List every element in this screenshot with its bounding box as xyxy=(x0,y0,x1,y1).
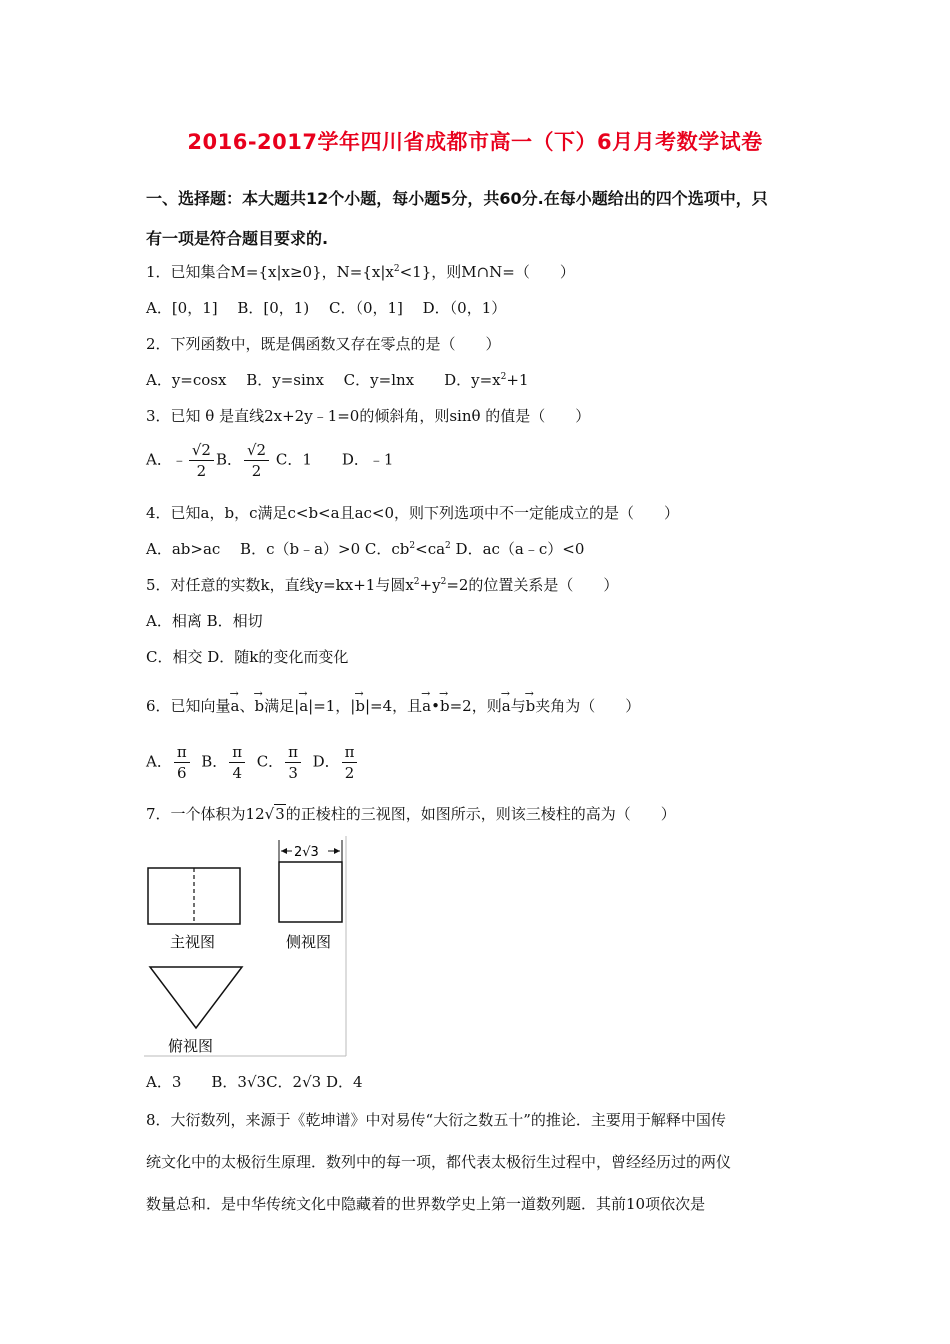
top-view-label: 俯视图 xyxy=(168,1037,214,1055)
q1-options: A．[0，1] B．[0，1) C．（0，1] D．（0，1） xyxy=(146,299,507,317)
side-view-dimension: 2√3 xyxy=(294,845,319,860)
q8-line3: 数量总和．是中华传统文化中隐藏着的世界数学史上第一道数列题．其前10项依次是 xyxy=(146,1195,706,1213)
q8-line2: 统文化中的太极衍生原理．数列中的每一项，都代表太极衍生过程中，曾经经历过的两仪 xyxy=(146,1153,732,1171)
q6-option-d: $\frac{\pi}{2}$ xyxy=(342,742,358,783)
q7-stem: 7．一个体积为12√3的正棱柱的三视图，如图所示，则该三棱柱的高为（ ） xyxy=(146,805,676,823)
front-view-label: 主视图 xyxy=(170,933,216,951)
q4-stem: 4．已知a，b，c满足c<b<a且ac<0，则下列选项中不一定能成立的是（ ） xyxy=(146,504,680,522)
q6-option-a: $\frac{\pi}{6}$ xyxy=(174,742,190,783)
q3-fraction-a: $\frac{√2}{2}$ xyxy=(189,440,214,481)
q7-options: A．3 B．3√3C．2√3 D．4 xyxy=(146,1073,363,1091)
three-view-figure xyxy=(140,834,354,1060)
q5-options-1: A．相离 B．相切 xyxy=(146,612,263,630)
q5-options-2: C．相交 D．随k的变化而变化 xyxy=(146,648,349,666)
q6-option-b: $\frac{\pi}{4}$ xyxy=(229,742,245,783)
q5-stem: 5．对任意的实数k，直线y=kx+1与圆$x^2+y^2=2$的位置关系是（ ） xyxy=(146,576,619,594)
q2-stem: 2．下列函数中，既是偶函数又存在零点的是（ ） xyxy=(146,335,501,353)
q2-options: A．y=cosx B．y=sinx C．y=lnx D．$y=x^2+1$ xyxy=(146,371,529,389)
top-view-triangle xyxy=(150,967,242,1028)
page-title: 2016-2017学年四川省成都市高一（下）6月月考数学试卷 xyxy=(187,130,763,154)
q3-stem: 3．已知 θ 是直线2x+2y﹣1=0的倾斜角，则sinθ 的值是（ ） xyxy=(146,407,591,425)
q3-options: A．﹣ $\frac{√2}{2}$ B． $\frac{√2}{2}$ C．1 D．﹣1 xyxy=(146,441,394,480)
section-heading-line2: 有一项是符合题目要求的. xyxy=(146,229,329,248)
q4-options: A．ab>ac B．c（b﹣a）>0 C．$cb^2<ca^2$ D．ac（a﹣c）<0 xyxy=(146,540,585,558)
q6-option-c: $\frac{\pi}{3}$ xyxy=(285,742,301,783)
q8-line1: 8．大衍数列，来源于《乾坤谱》中对易传“大衍之数五十”的推论．主要用于解释中国传 xyxy=(146,1111,726,1129)
q6-options: A． $\frac{\pi}{6}$ B． $\frac{\pi}{4}$ C． $\frac{\pi}{3}$ D． $\frac{\pi}{2}$ xyxy=(146,742,359,783)
q3-fraction-b: $\frac{√2}{2}$ xyxy=(244,440,269,481)
q6-stem: 6．已知向量→ a、→ b满足|→ a|=1，|→ b|=4，且→ a•→ b=2，则→ a与→ b夹角为（ ） xyxy=(146,688,640,716)
side-view-rect xyxy=(279,862,342,922)
section-heading-line1: 一、选择题：本大题共12个小题，每小题5分，共60分.在每小题给出的四个选项中，只 xyxy=(146,189,768,208)
q1-stem: 1．已知集合M={x|x≥0}，$N=\{x|x^2<1\}$，则M∩N=（ ） xyxy=(146,263,575,281)
side-view-label: 侧视图 xyxy=(286,933,332,951)
